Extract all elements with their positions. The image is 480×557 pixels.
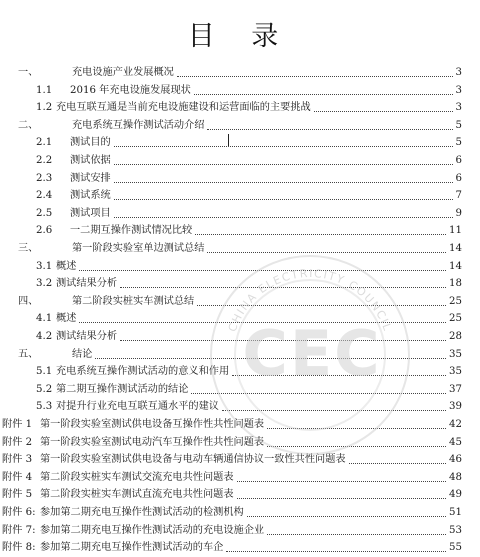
toc-dot-leader: [197, 305, 446, 306]
toc-entry-title: 第二阶段实桩实车测试交流充电共性问题表: [40, 471, 234, 483]
toc-entry-title: 概述: [56, 313, 77, 325]
toc-entry-title: 概述: [56, 260, 77, 272]
toc-dot-leader: [114, 217, 453, 218]
toc-entry-page: 14: [449, 260, 462, 272]
toc-dot-leader: [114, 199, 453, 200]
toc-entry-page: 49: [449, 489, 462, 501]
toc-entry[interactable]: [0, 293, 480, 311]
toc-dot-leader: [95, 358, 446, 359]
toc-dot-leader: [120, 340, 446, 341]
toc-entry-title: 充电系统互操作测试活动的意义和作用: [56, 366, 230, 378]
toc-entry-number: 附件 3: [2, 454, 33, 466]
toc-entry-number: 5.1: [36, 366, 53, 378]
toc-entry-page: 37: [449, 383, 462, 395]
toc-entry-number: 4.1: [36, 313, 53, 325]
toc-entry-number: 附件 7:: [2, 524, 36, 536]
toc-entry-page: 45: [449, 436, 462, 448]
toc-entry-page: 28: [449, 331, 462, 342]
toc-entry-title: 第一阶段实验室测试供电设备与电动车辆通信协议一致性共性问题表: [40, 454, 346, 466]
toc-dot-leader: [267, 534, 446, 535]
toc-entry-title: 测试结果分析: [56, 331, 118, 342]
toc-entry[interactable]: [0, 82, 480, 100]
toc-entry[interactable]: [0, 363, 480, 381]
toc-dot-leader: [114, 182, 453, 183]
toc-dot-leader: [207, 252, 446, 253]
toc-dot-leader: [267, 428, 446, 429]
toc-entry-number: 附件 4: [2, 471, 33, 483]
toc-entry-title: 参加第二期充电互操作性测试活动的检测机构: [40, 507, 244, 518]
toc-entry-title: 充电系统互操作测试活动介绍: [72, 119, 205, 131]
toc-entry[interactable]: [0, 328, 480, 346]
toc-entry-number: 附件 5: [2, 489, 33, 501]
toc-entry-number: 1.1: [36, 84, 53, 96]
toc-entry-number: 2.4: [36, 190, 53, 202]
toc-entry-title: 第一阶段实验室测试供电设备互操作性共性问题表: [40, 419, 265, 430]
svg-text:CHINA ELECTRICITY COUNCIL: CHINA ELECTRICITY COUNCIL: [225, 266, 395, 334]
toc-dot-leader: [191, 393, 446, 394]
toc-dot-leader: [79, 270, 446, 271]
toc-entry-page: 3: [455, 84, 462, 96]
toc-entry[interactable]: [0, 539, 480, 557]
toc-entry-title: 测试依据: [70, 155, 111, 166]
toc-entry[interactable]: [0, 187, 480, 205]
toc-dot-leader: [114, 164, 453, 165]
toc-entry-title: 测试结果分析: [56, 278, 118, 290]
toc-entry-title: 第二期互操作测试活动的结论: [56, 383, 189, 395]
toc-entry-number: 二、: [18, 119, 39, 131]
toc-entry-page: 39: [449, 401, 462, 413]
toc-dot-leader: [222, 410, 446, 411]
toc-entry-page: 7: [455, 190, 462, 202]
toc-entry-number: 2.5: [36, 207, 53, 219]
toc-entry[interactable]: [0, 451, 480, 469]
toc-entry-number: 附件 1: [2, 419, 33, 430]
toc-entry-number: 5.3: [36, 401, 53, 413]
toc-entry-page: 35: [449, 366, 462, 378]
toc-entry-page: 5: [455, 119, 462, 131]
toc-entry[interactable]: [0, 258, 480, 276]
toc-entry-page: 3: [455, 67, 462, 78]
toc-entry[interactable]: [0, 240, 480, 258]
toc-entry-title: 测试安排: [70, 172, 111, 184]
toc-entry-page: 6: [455, 155, 462, 166]
toc-dot-leader: [267, 446, 446, 447]
toc-entry[interactable]: [0, 222, 480, 240]
toc-entry[interactable]: [0, 117, 480, 135]
toc-entry-title: 对提升行业充电互联互通水平的建议: [56, 401, 219, 413]
toc-entry-page: 6: [455, 172, 462, 184]
toc-entry-number: 附件 8:: [2, 542, 36, 554]
toc-entry-page: 51: [449, 507, 462, 518]
toc-dot-leader: [314, 111, 453, 112]
toc-entry-title: 充电设施产业发展概况: [72, 67, 174, 78]
toc-entry-title: 结论: [72, 348, 93, 360]
toc-entry[interactable]: [0, 205, 480, 223]
toc-entry-title: 参加第二期充电互操作性测试活动的充电设施企业: [40, 524, 265, 536]
toc-entry-page: 42: [449, 419, 462, 430]
toc-entry-number: 三、: [18, 243, 39, 254]
toc-entry-page: 46: [449, 454, 462, 466]
toc-entry-title: 第二阶段实桩实车测试总结: [72, 295, 195, 307]
toc-dot-leader: [195, 234, 446, 235]
toc-dot-leader: [207, 129, 453, 130]
toc-entry[interactable]: [0, 381, 480, 399]
toc-entry-title: 一二期互操作测试情况比较: [70, 225, 193, 237]
toc-entry-number: 一、: [18, 67, 39, 78]
toc-entry-page: 5: [455, 137, 462, 149]
toc-entry-number: 四、: [18, 295, 39, 307]
toc-entry-title: 测试项目: [70, 207, 111, 219]
toc-entry-number: 1.2: [36, 102, 53, 114]
toc-entry-page: 55: [449, 542, 462, 554]
toc-entry-page: 35: [449, 348, 462, 360]
toc-entry-number: 5.2: [36, 383, 53, 395]
toc-entry-number: 2.1: [36, 137, 53, 149]
toc-entry-page: 25: [449, 313, 462, 325]
toc-dot-leader: [247, 516, 446, 517]
toc-entry[interactable]: [0, 99, 480, 117]
toc-entry-page: 11: [449, 225, 462, 237]
toc-entry-title: 第一阶段实验室单边测试总结: [72, 243, 205, 254]
toc-entry[interactable]: [0, 346, 480, 364]
toc-entry-page: 3: [455, 102, 462, 114]
toc-dot-leader: [237, 481, 446, 482]
toc-entry-number: 附件 2: [2, 436, 33, 448]
toc-entry-title: 参加第二期充电互操作性测试活动的车企: [40, 542, 224, 554]
toc-dot-leader: [349, 463, 446, 464]
toc-dot-leader: [237, 498, 446, 499]
toc-entry-number: 2.3: [36, 172, 53, 184]
toc-entry-number: 2.6: [36, 225, 53, 237]
toc-entry-title: 2016 年充电设施发展现状: [70, 84, 191, 96]
toc-entry[interactable]: [0, 522, 480, 540]
toc-entry-title: 第二阶段实桩实车测试直流充电共性问题表: [40, 489, 234, 501]
toc-title: 目 录: [187, 21, 293, 52]
toc-dot-leader: [232, 375, 446, 376]
toc-entry-page: 25: [449, 295, 462, 307]
toc-dot-leader: [114, 146, 453, 147]
toc-dot-leader: [120, 287, 446, 288]
toc-entry[interactable]: [0, 398, 480, 416]
toc-entry-page: 9: [455, 207, 462, 219]
toc-dot-leader: [79, 322, 446, 323]
toc-entry[interactable]: [0, 310, 480, 328]
watermark-logo-text: CEC: [242, 317, 382, 390]
toc-entry-number: 五、: [18, 348, 39, 360]
toc-entry-page: 53: [449, 524, 462, 536]
toc-entry[interactable]: [0, 275, 480, 293]
toc-entry-title: 测试系统: [70, 190, 111, 202]
toc-entry[interactable]: [0, 170, 480, 188]
toc-entry[interactable]: [0, 504, 480, 522]
toc-dot-leader: [226, 551, 446, 552]
toc-entry-number: 3.1: [36, 260, 53, 272]
toc-entry-page: 18: [449, 278, 462, 290]
toc-dot-leader: [194, 94, 453, 95]
toc-entry-page: 48: [449, 471, 462, 483]
toc-entry-number: 3.2: [36, 278, 53, 290]
toc-entry[interactable]: [0, 434, 480, 452]
toc-dot-leader: [177, 76, 453, 77]
toc-entry[interactable]: [0, 416, 480, 434]
toc-entry-title: 第一阶段实验室测试电动汽车互操作性共性问题表: [40, 436, 265, 448]
toc-entry[interactable]: [0, 469, 480, 487]
toc-entry-number: 2.2: [36, 155, 53, 166]
toc-entry[interactable]: [0, 134, 480, 152]
toc-entry[interactable]: [0, 152, 480, 170]
toc-entry[interactable]: [0, 64, 480, 82]
toc-entry[interactable]: [0, 486, 480, 504]
toc-entry-title: 充电互联互通是当前充电设施建设和运营面临的主要挑战: [56, 102, 311, 114]
toc-entry-title: 测试目的: [70, 137, 111, 149]
toc-entry-number: 4.2: [36, 331, 53, 342]
text-cursor: [228, 134, 229, 146]
toc-entry-number: 附件 6:: [2, 507, 36, 518]
toc-entry-page: 14: [449, 243, 462, 254]
